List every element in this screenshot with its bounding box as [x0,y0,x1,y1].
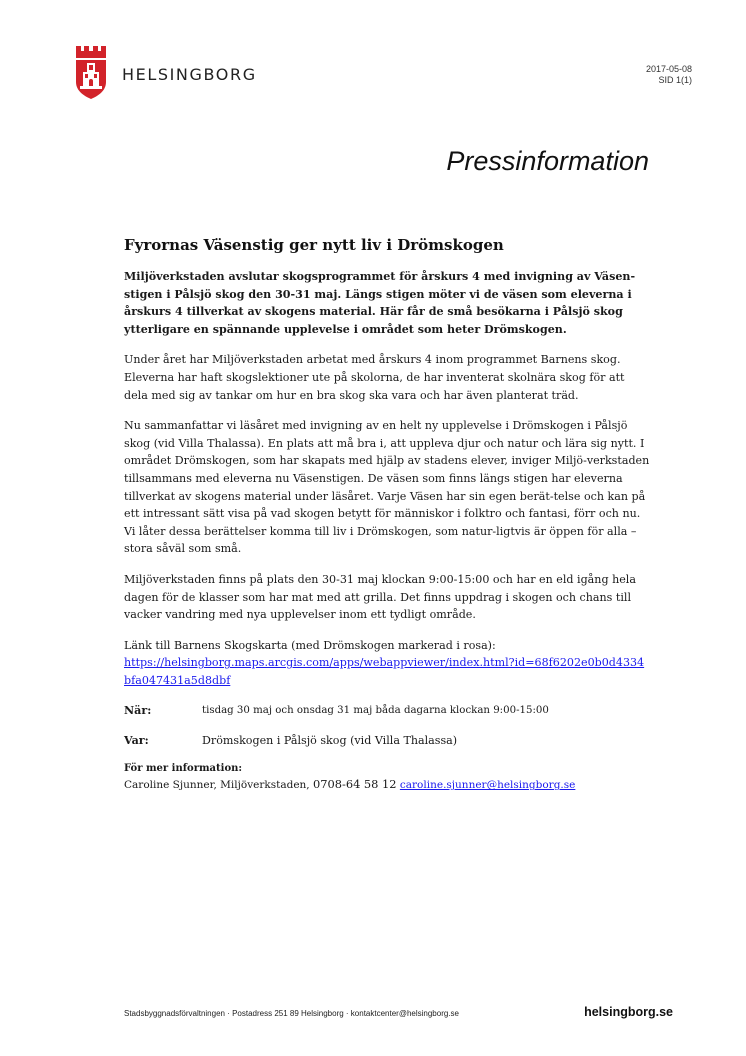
contact-phone: 0708-64 58 12 [312,777,397,792]
where-label: Var [124,734,145,748]
when-label-wrap: När: [124,704,152,718]
brand-name: HELSINGBORG [122,64,257,84]
contact-name: Caroline Sjunner, Miljöverkstaden, [124,779,310,792]
event-where [124,732,651,749]
contact-line [124,776,651,793]
helsingborg-crest-icon [74,44,108,100]
when-label: När [124,704,148,718]
map-link[interactable]: https://helsingborg.maps.arcgis.com/apps/webappviewer/index.html?id=68f6202e0b0d4334bfa047431a5d8dbf [124,656,645,687]
map-link-intro: Länk till Barnens Skogskarta (med Drömskogen markerad i rosa): [124,638,496,652]
article-title: Fyrornas Väsenstig ger nytt liv i Drömskogen [124,236,504,254]
document-date: 2017-05-08 [645,64,692,74]
where-value: Drömskogen i Pålsjö skog (vid Villa Thalassa) [202,734,458,748]
article-paragraph-1: Under året har Miljöverkstaden arbetat med årskurs 4 inom programmet Barnens skog. Eleverna har haft skogslektioner ute på skolorna, de har inventerat skolnära skog för att dela med sig av tankar om hur en bra skog ska vara och har även planterat träd. [124,353,625,402]
contact-email-link[interactable]: caroline.sjunner@helsingborg.se [399,779,576,792]
event-when [124,702,651,719]
document-type: Pressinformation [446,146,649,176]
document-meta [646,64,692,86]
article-body [124,234,651,793]
page-footer [124,1005,673,1019]
where-label-wrap: Var: [124,734,149,748]
article-paragraph-3: Miljöverkstaden finns på plats den 30-31 maj klockan 9:00-15:00 och har en eld igång hela dagen för de klasser som har mat med att grilla. Det finns uppdrag i skogen och chans till vacker vandring med nya upplevelser inom ett tydligt område. [124,572,636,622]
article-paragraph-2: Nu sammanfattar vi läsåret med invigning av en helt ny upplevelse i Drömskogen i Pålsjö skog (vid Villa Thalassa). En plats att må bra i, att uppleva djur och natur och lära sig nytt. I området Drömskogen, som har skapats med hjälp av stadens elever, inviger Miljö-verkstaden tillsammans med eleverna nu Väsenstigen. De väsen som finns längs stigen har eleverna tillverkat av skogens material under läsåret. Varje Väsen har sin egen berät-telse och kan på ett intressant sätt visa på vad skogen betytt för människor i folktro och fantasi, förr och nu. Vi låter dessa berättelser komma till liv i Drömskogen, som natur-ligtvis är öppen för alla – stora såväl som små. [124,419,650,556]
city-logo [74,44,257,100]
contact-heading: För mer information: [124,763,243,775]
footer-website[interactable]: helsingborg.se [584,1005,673,1019]
article-lead: Miljöverkstaden avslutar skogsprogrammet för årskurs 4 med invigning av Väsen-stigen i Pålsjö skog den 30-31 maj. Längs stigen möter vi de väsen som eleverna i årskurs 4 tillverkat av skogens material. Här får de små besökarna i Pålsjö skog ytterligare en spännande upplevelse i området som heter Drömskogen. [124,270,636,336]
map-link-paragraph [124,637,651,690]
footer-address: Stadsbyggnadsförvaltningen · Postadress 251 89 Helsingborg · kontaktcenter@helsingborg.se [124,1009,459,1018]
when-value: tisdag 30 maj och onsdag 31 maj båda dagarna klockan 9:00-15:00 [202,705,549,717]
page-number: SID 1(1) [658,75,692,85]
